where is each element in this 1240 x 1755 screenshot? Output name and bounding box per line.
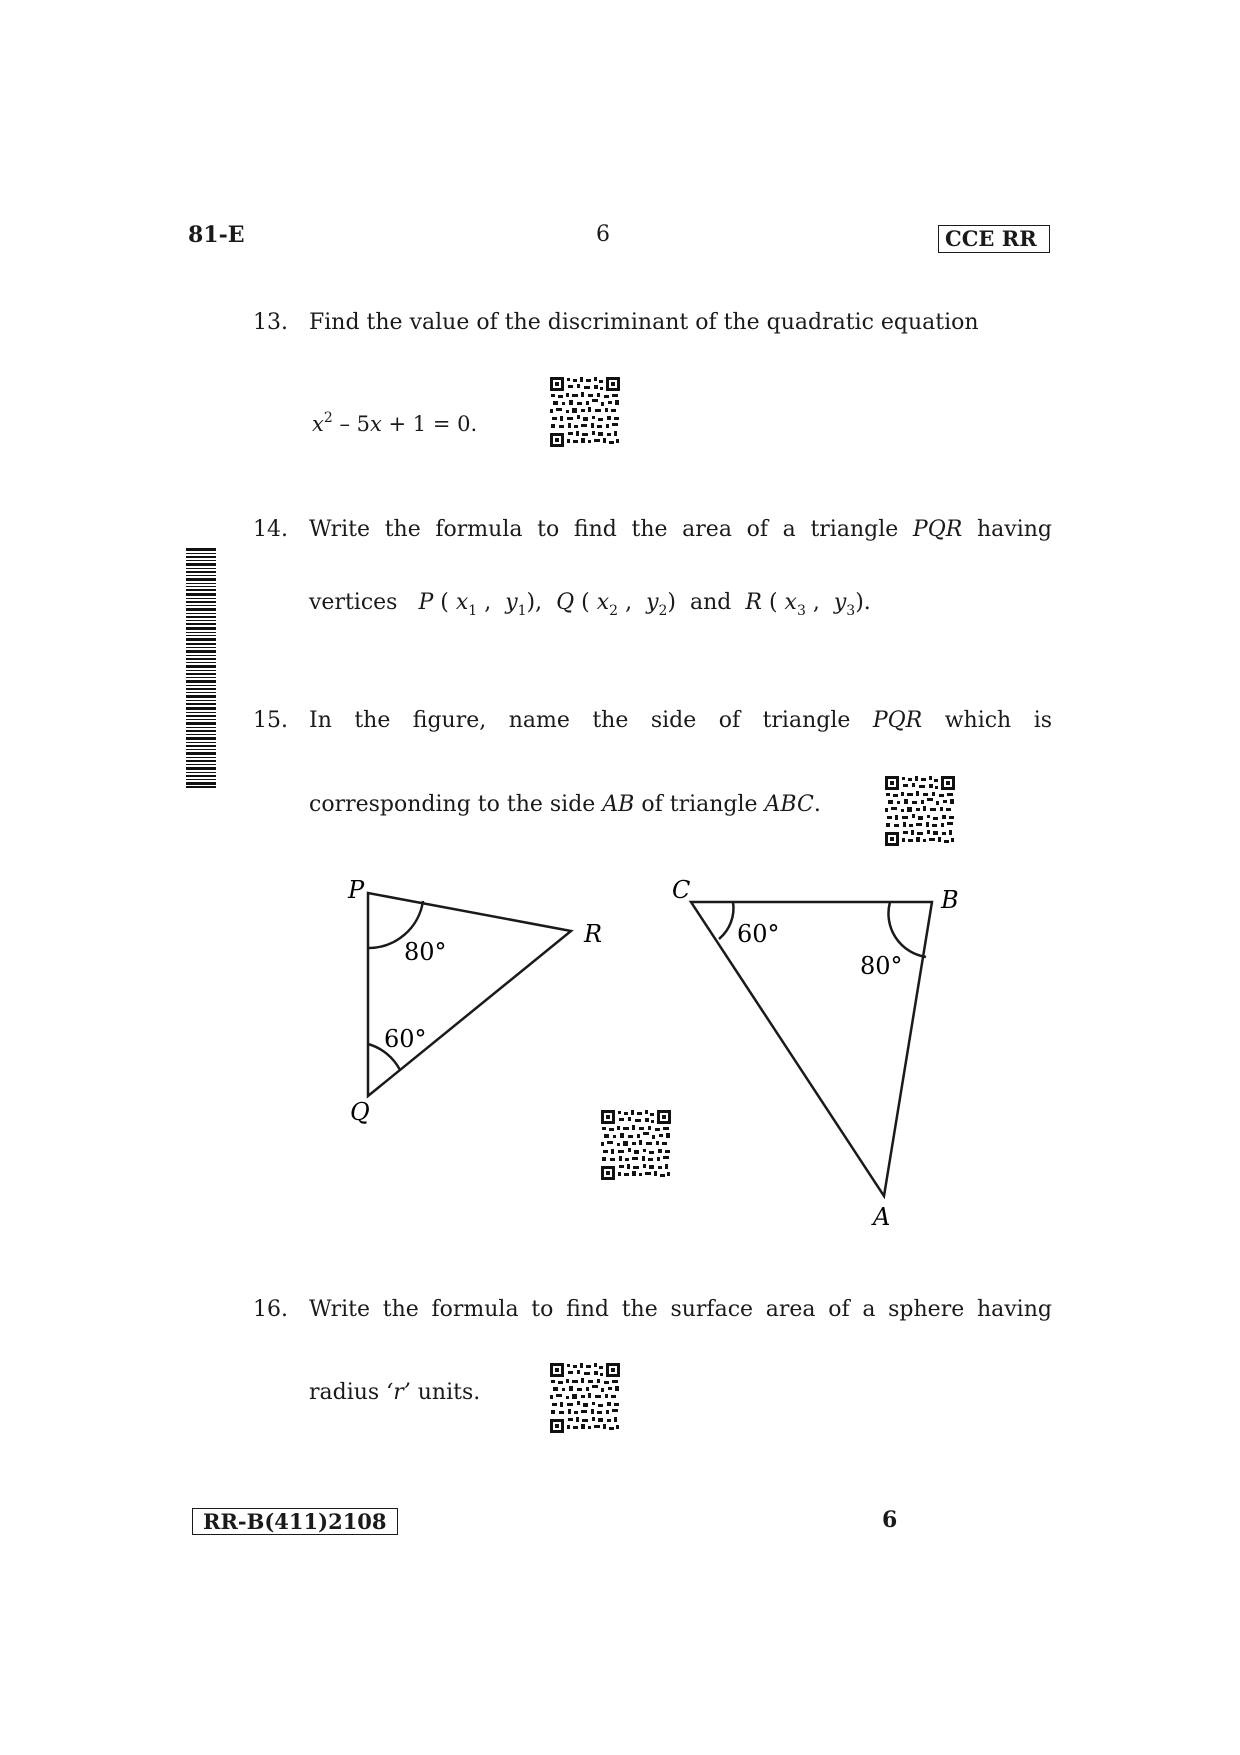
q15-number: 15.: [253, 708, 288, 733]
q13-number: 13.: [253, 310, 288, 335]
barcode: [186, 548, 216, 788]
triangle-abc: [691, 902, 932, 1196]
q16-text: Write the formula to find the surface area of a sphere having: [309, 1297, 1052, 1322]
footer-code-box: RR-B(411)2108: [192, 1508, 398, 1535]
label-a: A: [873, 1203, 891, 1231]
triangle-pqr: [368, 893, 571, 1096]
angle-q-label: 60°: [384, 1025, 427, 1053]
label-b: B: [941, 886, 959, 914]
q15-text: In the figure, name the side of triangle PQR which is: [309, 708, 1053, 733]
paper-code: 81-E: [188, 222, 245, 248]
page-number-top: 6: [596, 222, 610, 247]
series-box: CCE RR: [938, 225, 1050, 253]
q16-number: 16.: [253, 1297, 288, 1322]
q16-qr-code: [550, 1363, 620, 1433]
q13-qr-code: [550, 377, 620, 447]
q15-qr-code: [885, 776, 955, 846]
angle-b-label: 80°: [860, 952, 903, 980]
angle-c-label: 60°: [737, 920, 780, 948]
q16-line2: radius ‘r’ units.: [309, 1380, 481, 1405]
q15-line2: corresponding to the side AB of triangle ABC.: [309, 792, 821, 817]
label-p: P: [348, 876, 365, 904]
label-c: C: [672, 876, 691, 904]
label-q: Q: [350, 1098, 370, 1126]
q14-vertices: vertices P ( $x_1$ , $y_1$), Q ( $x_2$ , $y_2$) and R ( $x_3$ , $y_3$).: [309, 590, 871, 619]
q15-figure: [330, 870, 990, 1240]
q13-equation: $x^2 - 5x + 1 = 0$.: [312, 410, 478, 436]
q14-text: Write the formula to find the area of a triangle PQR having: [309, 517, 1052, 542]
q13-text: Find the value of the discriminant of the quadratic equation: [309, 310, 979, 335]
q14-number: 14.: [253, 517, 288, 542]
label-r: R: [584, 920, 603, 948]
angle-p-label: 80°: [404, 938, 447, 966]
page-number-bottom: 6: [882, 1507, 898, 1533]
figure-qr-code: [601, 1110, 671, 1180]
